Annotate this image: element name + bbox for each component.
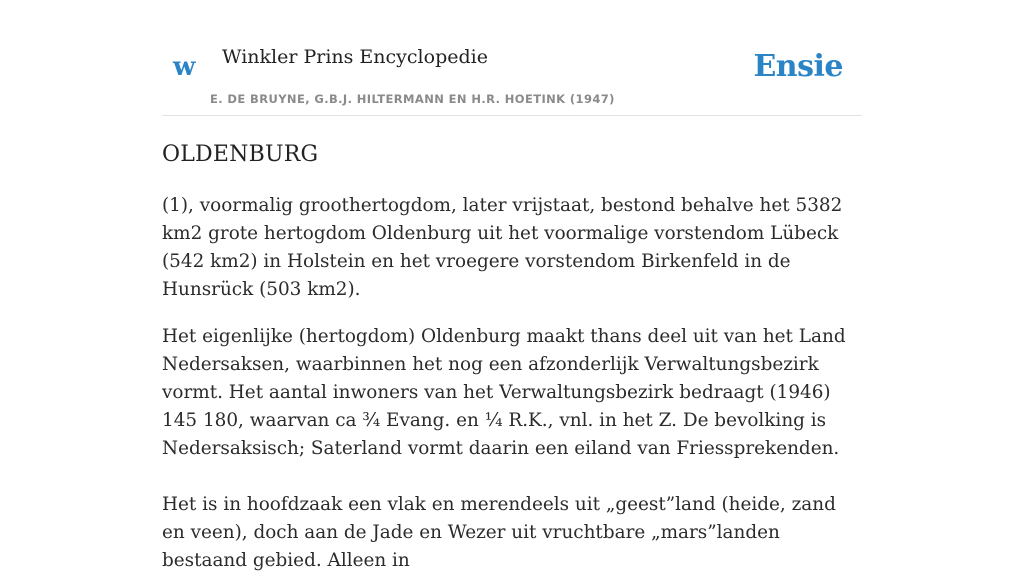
page-header: [162, 0, 862, 116]
article-paragraph: Het eigenlijke (hertogdom) Oldenburg maakt thans deel uit van het Land Nedersaksen, waarbinnen het nog een afzonderlijk Verwaltungsbezirk vormt. Het aantal inwoners van het Verwaltungsbezirk bedraagt (1946) 145 180, waarvan ca ¾ Evang. en ¼ R.K., vnl. in het Z. De bevolking is Nedersaksisch; Saterland vormt daarin een eiland van Friessprekenden.: [162, 326, 846, 460]
article-body: [162, 192, 862, 575]
book-authors: E. DE BRUYNE, G.B.J. HILTERMANN EN H.R. HOETINK (1947): [210, 92, 615, 106]
page-container: [162, 0, 862, 575]
book-title[interactable]: Winkler Prins Encyclopedie: [222, 46, 488, 68]
article-paragraph: (1), voormalig groothertogdom, later vrijstaat, bestond behalve het 5382 km2 grote hertogdom Oldenburg uit het voormalige vorstendom Lübeck (542 km2) in Holstein en het vroegere vorstendom Birkenfeld in de Hunsrück (503 km2).: [162, 195, 843, 301]
article-title: OLDENBURG: [162, 142, 319, 167]
article-paragraph: Het is in hoofdzaak een vlak en merendeels uit „geest”land (heide, zand en veen), doch aan de Jade en Wezer uit vruchtbare „mars”landen bestaand gebied. Alleen in: [162, 494, 836, 572]
ensie-logo[interactable]: Ensie: [753, 49, 843, 84]
winkler-prins-logo[interactable]: w: [173, 52, 196, 82]
